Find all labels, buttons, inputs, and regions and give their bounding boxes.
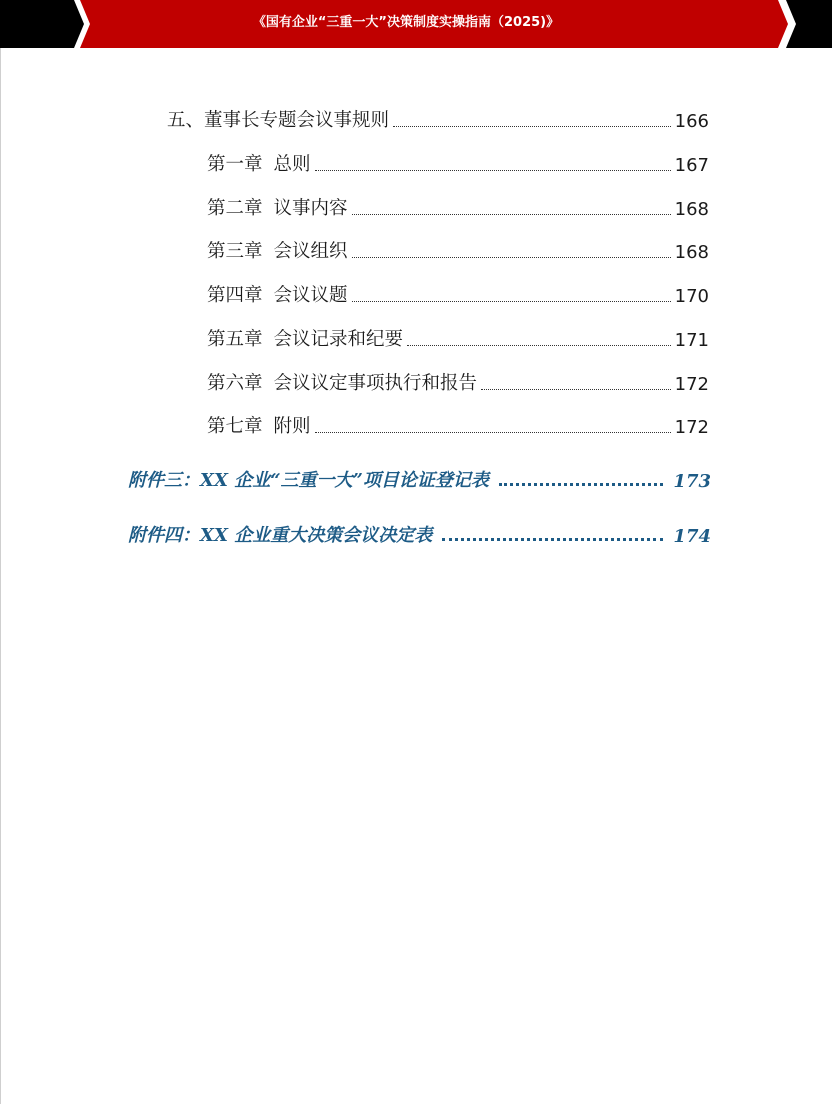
toc-page-number: 172 bbox=[674, 417, 709, 438]
toc-chapter-label bbox=[207, 194, 348, 220]
toc-page-number: 174 bbox=[673, 526, 711, 547]
toc-chapter-label bbox=[207, 281, 348, 307]
toc-chapter-number: 第二章 bbox=[207, 198, 263, 219]
toc-chapter-title: 会议组织 bbox=[273, 241, 348, 262]
toc-chapter-label bbox=[207, 369, 477, 395]
toc-page-number: 168 bbox=[674, 242, 709, 263]
toc-chapter-number: 第四章 bbox=[207, 285, 263, 306]
toc-leader-dots bbox=[315, 170, 671, 171]
toc-leader-dots bbox=[442, 538, 663, 541]
toc-chapter-label bbox=[207, 325, 403, 351]
toc-chapter-number: 第五章 bbox=[207, 329, 263, 350]
toc-page-number: 167 bbox=[674, 155, 709, 176]
toc-chapter-6[interactable] bbox=[207, 369, 709, 395]
toc-chapter-number: 第一章 bbox=[207, 154, 263, 175]
toc-chapter-5[interactable] bbox=[207, 325, 709, 351]
toc-appendix-3[interactable] bbox=[128, 466, 711, 492]
toc-chapter-label bbox=[207, 150, 311, 176]
toc-chapter-4[interactable] bbox=[207, 281, 709, 307]
toc-chapter-number: 第三章 bbox=[207, 241, 263, 262]
toc-chapter-title: 附则 bbox=[273, 416, 311, 437]
toc-page-number: 171 bbox=[674, 330, 709, 351]
toc-appendix-label: 附件三：XX 企业“三重一大”项目论证登记表 bbox=[128, 470, 489, 491]
toc-chapter-title: 总则 bbox=[273, 154, 311, 175]
toc-chapter-title: 会议记录和纪要 bbox=[273, 329, 404, 350]
toc-leader-dots bbox=[315, 432, 671, 433]
toc-leader-dots bbox=[481, 389, 671, 390]
toc-page-number: 173 bbox=[673, 471, 711, 492]
toc-chapter-3[interactable] bbox=[207, 237, 709, 263]
toc-leader-dots bbox=[393, 126, 671, 127]
toc-chapter-label bbox=[207, 412, 311, 438]
toc-leader-dots bbox=[407, 345, 671, 346]
page-left-edge bbox=[0, 48, 1, 1104]
toc-chapter-label bbox=[207, 237, 348, 263]
toc-leader-dots bbox=[352, 257, 671, 258]
header-title: 《国有企业“三重一大”决策制度实操指南（2025)》 bbox=[252, 15, 560, 30]
toc-chapter-number: 第七章 bbox=[207, 416, 263, 437]
toc-chapter-1[interactable] bbox=[207, 150, 709, 176]
toc-chapter-number: 第六章 bbox=[207, 373, 263, 394]
toc-page-number: 166 bbox=[674, 111, 709, 132]
toc-section-5[interactable] bbox=[167, 106, 709, 132]
toc-appendix-label: 附件四：XX 企业重大决策会议决定表 bbox=[128, 525, 433, 546]
toc-page-number: 170 bbox=[674, 286, 709, 307]
toc-appendix-4[interactable] bbox=[128, 521, 711, 547]
toc-leader-dots bbox=[499, 483, 664, 486]
header-banner bbox=[0, 0, 832, 48]
toc-page-number: 168 bbox=[674, 199, 709, 220]
toc-chapter-title: 议事内容 bbox=[273, 198, 348, 219]
toc-section-label: 五、董事长专题会议事规则 bbox=[167, 110, 390, 131]
toc-page-number: 172 bbox=[674, 374, 709, 395]
toc-leader-dots bbox=[352, 301, 671, 302]
toc-chapter-2[interactable] bbox=[207, 194, 709, 220]
toc-chapter-title: 会议议题 bbox=[273, 285, 348, 306]
toc-leader-dots bbox=[352, 214, 671, 215]
toc-chapter-title: 会议议定事项执行和报告 bbox=[273, 373, 478, 394]
toc-chapter-7[interactable] bbox=[207, 412, 709, 438]
